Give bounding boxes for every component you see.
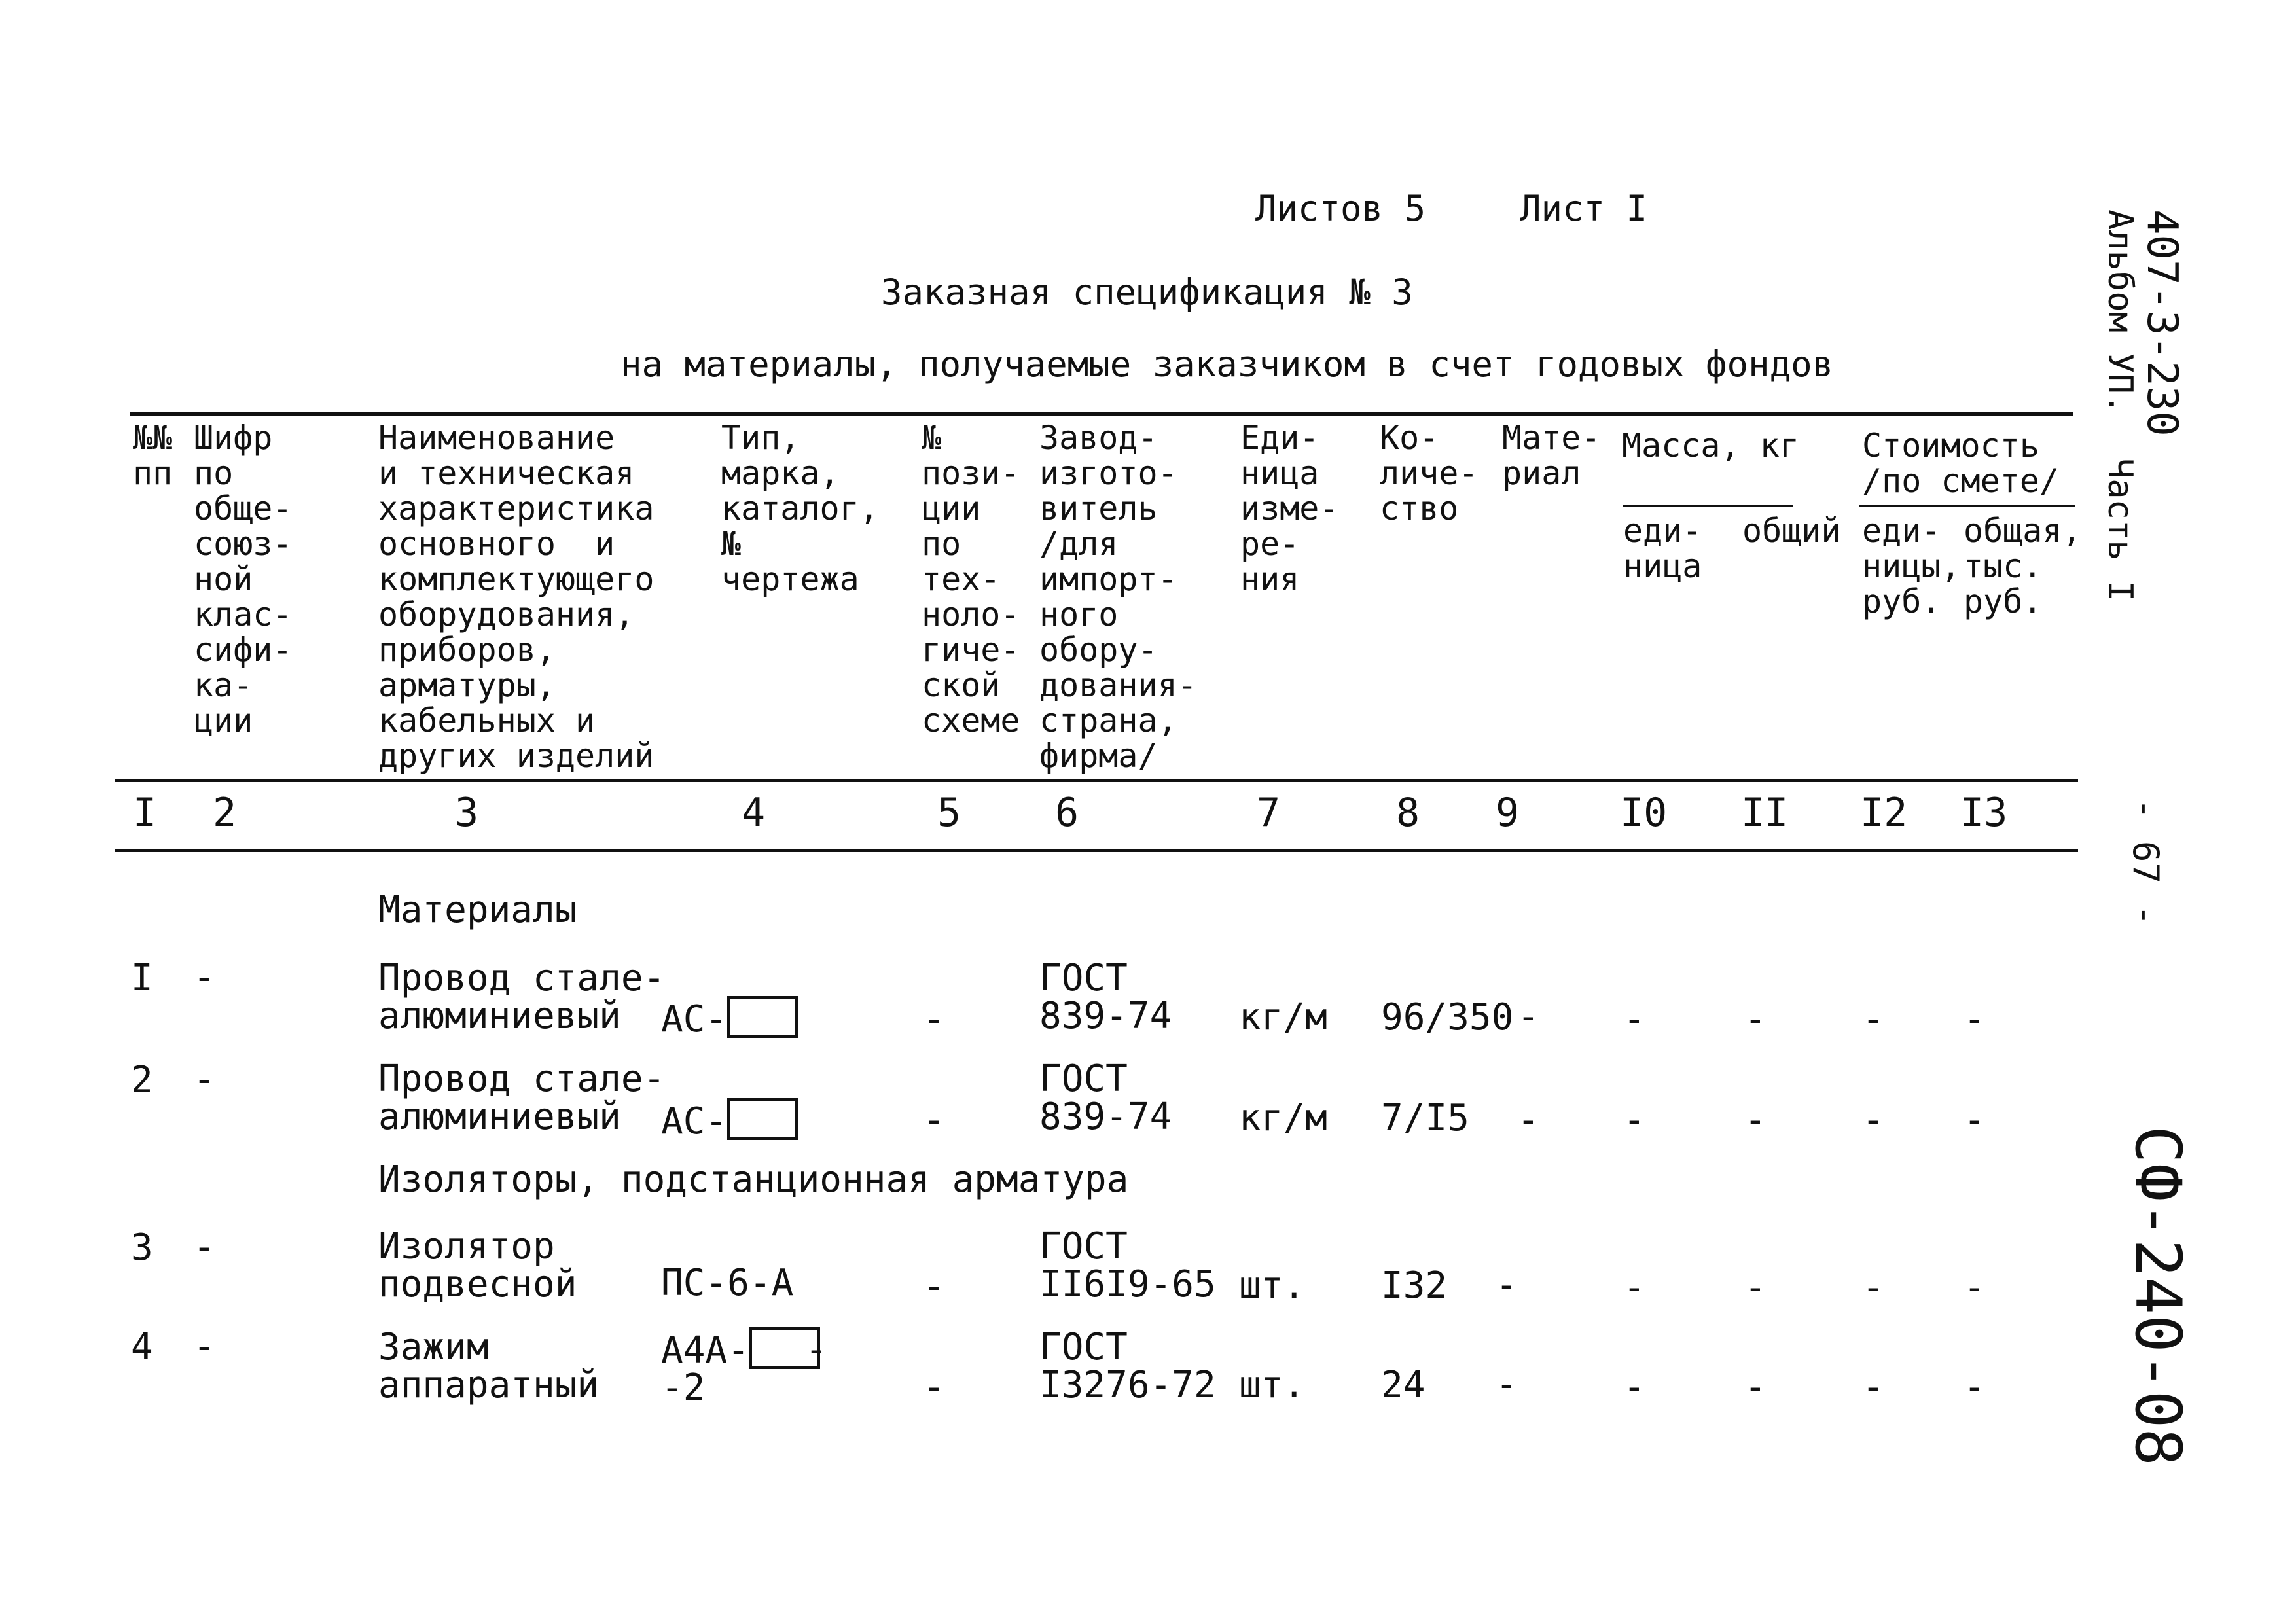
sheets-total: Листов 5: [1255, 188, 1426, 229]
header-name: Наименование и техническая характеристика основного и комплектующего оборудования, приборов, арматуры, кабельных и других изделий: [378, 419, 655, 775]
row-cost-unit: -: [1862, 998, 1884, 1041]
row-manufacturer: ГОСТ I3276-72: [1039, 1326, 1216, 1406]
mass-subrule: [1623, 505, 1793, 507]
header-row-number: №№ пп: [133, 419, 173, 492]
row-position: -: [923, 1265, 945, 1308]
row-number: I: [131, 957, 153, 999]
row-code: -: [193, 1325, 215, 1368]
row-name: Провод стале- алюминиевый: [378, 957, 666, 1037]
row-position: -: [923, 998, 945, 1041]
row-manufacturer: ГОСТ II6I9-65: [1039, 1225, 1216, 1306]
page-subtitle: на материалы, получаемые заказчиком в счет годовых фондов: [620, 344, 1834, 385]
page-title: Заказная спецификация № 3: [881, 272, 1413, 313]
column-number: 8: [1396, 790, 1420, 836]
album-code: 407-3-230: [2138, 209, 2186, 437]
row-quantity: 24: [1381, 1364, 1426, 1406]
header-cost-unit: еди- ницы, руб.: [1862, 512, 1961, 620]
row-name: Провод стале- алюминиевый: [378, 1058, 666, 1138]
part-label: Часть I: [2100, 458, 2140, 602]
row-mass-unit: -: [1623, 1266, 1645, 1309]
row-mass-unit: -: [1623, 1366, 1645, 1408]
row-name: Зажим аппаратный: [378, 1326, 600, 1406]
row-type: [661, 996, 798, 1039]
blank-box: [727, 1098, 798, 1140]
album-label: Альбом УП.: [2100, 209, 2140, 415]
row-code: -: [193, 1058, 215, 1101]
row-manufacturer: ГОСТ 839-74: [1039, 1058, 1172, 1138]
header-type: Тип, марка, каталог, № чертежа: [721, 419, 879, 598]
row-mass-unit: -: [1623, 998, 1645, 1041]
row-number: 2: [131, 1059, 153, 1101]
row-type-suffix: - -2: [661, 1329, 827, 1409]
table-top-rule: [130, 412, 2073, 416]
table-header-bottom-rule: [115, 779, 2078, 782]
page-number: - 67 -: [2125, 798, 2166, 927]
row-quantity: 96/350: [1381, 996, 1514, 1039]
row-unit: кг/м: [1239, 1097, 1327, 1139]
header-mass: Масса, кг: [1622, 427, 1799, 465]
row-material: -: [1517, 1099, 1539, 1141]
sheet-number: Лист I: [1520, 188, 1648, 229]
column-number: I: [133, 790, 157, 836]
row-mass-total: -: [1744, 1366, 1767, 1408]
header-material: Мате- риал: [1502, 419, 1601, 492]
row-type: [661, 1098, 798, 1141]
row-cost-unit: -: [1862, 1366, 1884, 1408]
blank-box: [727, 996, 798, 1038]
row-mass-total: -: [1744, 998, 1767, 1041]
row-cost-total: -: [1964, 998, 1986, 1041]
row-type-label: АС-: [661, 998, 728, 1041]
row-manufacturer: ГОСТ 839-74: [1039, 957, 1172, 1037]
row-mass-total: -: [1744, 1266, 1767, 1309]
row-type-label: АС-: [661, 1100, 728, 1143]
row-quantity: I32: [1381, 1264, 1448, 1307]
header-position: № пози- ции по тех- ноло- гиче- ской схеме: [922, 419, 1020, 740]
column-number: 2: [213, 790, 237, 836]
row-material: -: [1496, 1363, 1518, 1406]
column-number: 5: [937, 790, 961, 836]
section-title: Материалы: [378, 889, 577, 931]
column-number: 4: [742, 790, 766, 836]
row-number: 4: [131, 1326, 153, 1368]
section-title: Изоляторы, подстанционная арматура: [378, 1158, 1129, 1201]
row-name: Изолятор подвесной: [378, 1225, 577, 1306]
row-type-label: А4А-: [661, 1329, 749, 1372]
header-mass-total: общий: [1742, 512, 1841, 550]
row-cost-total: -: [1964, 1099, 1986, 1141]
cost-subrule: [1859, 505, 2075, 507]
column-number: 9: [1496, 790, 1520, 836]
header-mass-unit: еди- ница: [1623, 512, 1702, 585]
row-code: -: [193, 956, 215, 999]
row-cost-unit: -: [1862, 1099, 1884, 1141]
document-code: СФ-240-08: [2121, 1126, 2195, 1467]
column-number: 6: [1055, 790, 1079, 836]
column-number: 3: [455, 790, 479, 836]
column-number: I0: [1620, 790, 1668, 836]
header-quantity: Ко- личе- ство: [1380, 419, 1479, 527]
row-quantity: 7/I5: [1381, 1097, 1469, 1139]
header-cost: Стоимость /по смете/: [1862, 427, 2060, 500]
row-unit: шт.: [1239, 1264, 1306, 1307]
row-code: -: [193, 1226, 215, 1268]
row-position: -: [923, 1099, 945, 1141]
header-unit: Еди- ница изме- ре- ния: [1240, 419, 1339, 598]
column-number: 7: [1257, 790, 1281, 836]
row-unit: кг/м: [1239, 996, 1327, 1039]
row-number: 3: [131, 1226, 153, 1269]
header-classification-code: Шифр по обще- союз- ной клас- сифи- ка- ции: [194, 419, 293, 740]
column-numbers-bottom-rule: [115, 849, 2078, 852]
row-position: -: [923, 1366, 945, 1408]
row-mass-unit: -: [1623, 1099, 1645, 1141]
row-cost-total: -: [1964, 1366, 1986, 1408]
header-manufacturer: Завод- изгото- витель /для импорт- ного обору- дования- страна, фирма/: [1039, 419, 1197, 775]
row-cost-total: -: [1964, 1266, 1986, 1309]
row-material: -: [1496, 1264, 1518, 1306]
column-number: II: [1741, 790, 1789, 836]
row-unit: шт.: [1239, 1364, 1306, 1406]
row-type: ПС-6-А: [661, 1262, 794, 1304]
row-material: -: [1517, 995, 1539, 1038]
row-cost-unit: -: [1862, 1266, 1884, 1309]
column-number: I2: [1860, 790, 1908, 836]
header-cost-total: общая, тыс. руб.: [1964, 512, 2082, 620]
row-mass-total: -: [1744, 1099, 1767, 1141]
column-number: I3: [1960, 790, 2008, 836]
